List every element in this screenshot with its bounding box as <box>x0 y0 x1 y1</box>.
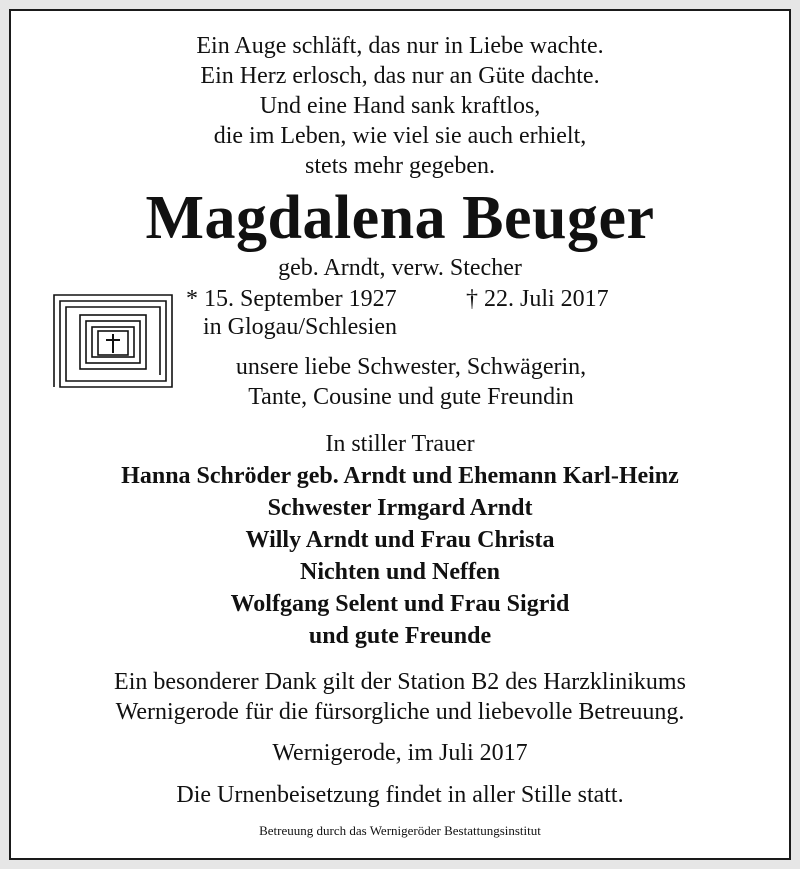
deceased-name: Magdalena Beuger <box>145 184 655 252</box>
spiral-cross-icon <box>52 293 174 389</box>
mourning-intro: In stiller Trauer <box>325 431 475 457</box>
birthplace: in Glogau/Schlesien <box>203 314 397 340</box>
place-date: Wernigerode, im Juli 2017 <box>272 740 528 766</box>
burial-note: Die Urnenbeisetzung findet in aller Stille statt. <box>176 782 624 808</box>
mourner-4: Nichten und Neffen <box>299 559 500 585</box>
thanks-line-1: Ein besonderer Dank gilt der Station B2 des Harzklinikums <box>114 669 686 695</box>
poem-line-4: die im Leben, wie viel sie auch erhielt, <box>213 123 587 149</box>
poem-line-2: Ein Herz erlosch, das nur an Güte dachte. <box>200 63 600 89</box>
obituary-notice <box>9 9 791 860</box>
funeral-home: Betreuung durch das Wernigeröder Bestattungsinstitut <box>259 823 541 838</box>
mourner-2: Schwester Irmgard Arndt <box>267 495 533 521</box>
thanks-line-2: Wernigerode für die fürsorgliche und liebevolle Betreuung. <box>115 699 685 725</box>
mourner-3: Willy Arndt und Frau Christa <box>245 527 555 553</box>
mourner-5: Wolfgang Selent und Frau Sigrid <box>230 591 570 617</box>
birth-date: * 15. September 1927 <box>186 286 397 312</box>
relation-line-2: Tante, Cousine und gute Freundin <box>248 384 574 410</box>
poem-line-5: stets mehr gegeben. <box>305 153 495 179</box>
relation-line-1: unsere liebe Schwester, Schwägerin, <box>235 354 587 380</box>
mourner-1: Hanna Schröder geb. Arndt und Ehemann Karl-Heinz <box>121 463 679 489</box>
death-date: † 22. Juli 2017 <box>466 286 609 312</box>
mourner-6: und gute Freunde <box>308 623 492 649</box>
poem-line-1: Ein Auge schläft, das nur in Liebe wachte. <box>196 33 604 59</box>
poem-line-3: Und eine Hand sank kraftlos, <box>259 93 541 119</box>
maiden-name: geb. Arndt, verw. Stecher <box>278 255 522 281</box>
